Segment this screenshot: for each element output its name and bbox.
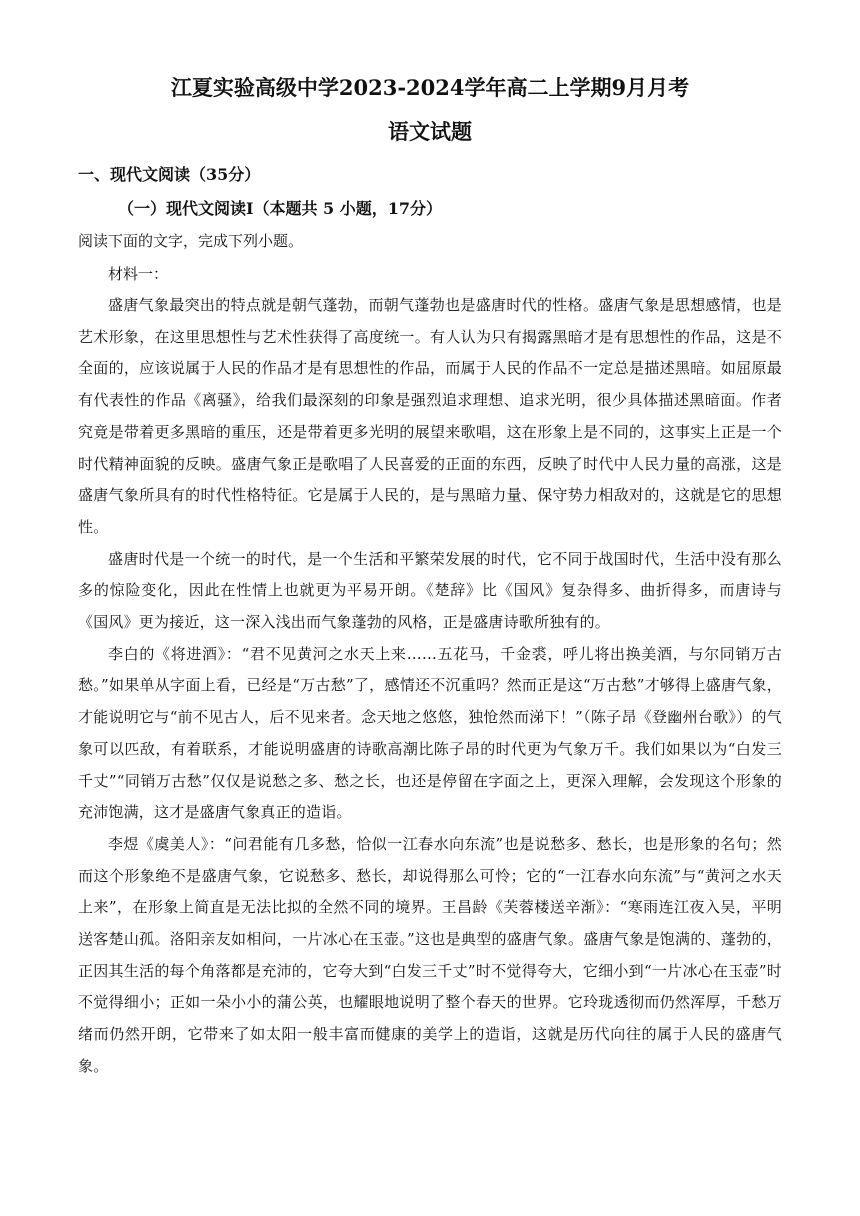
paragraph-2: 盛唐时代是一个统一的时代，是一个生活和平繁荣发展的时代，它不同于战国时代，生活中没有那么多的惊险变化，因此在性情上也就更为平易开朗。《楚辞》比《国风》复杂得多、曲折得多，而唐诗与《国风》更为接近，这一深入浅出而气象蓬勃的风格，正是盛唐诗歌所独有的。 xyxy=(78,549,782,632)
exam-title: 江夏实验高级中学2023-2024学年高二上学期9月月考 xyxy=(170,75,690,100)
paragraph-1: 盛唐气象最突出的特点就是朝气蓬勃，而朝气蓬勃也是盛唐时代的性格。盛唐气象是思想感情，也是艺术形象，在这里思想性与艺术性获得了高度统一。有人认为只有揭露黑暗才是有思想性的作品，这是不全面的，应该说属于人民的作品才是有思想性的作品，而属于人民的作品不一定总是描述黑暗。如屈原最有代表性的作品《离骚》，给我们最深刻的印象是强烈追求理想、追求光明，很少具体描述黑暗面。作者究竟是带着更多黑暗的重压，还是带着更多光明的展望来歌唱，这在形象上是不同的，这事实上正是一个时代精神面貌的反映。盛唐气象正是歌唱了人民喜爱的正面的东西，反映了时代中人民力量的高涨，这是盛唐气象所具有的时代性格特征。它是属于人民的，是与黑暗力量、保守势力相敌对的，这就是它的思想性。 xyxy=(78,296,782,536)
subsection-heading-reading-1: （一）现代文阅读Ⅰ（本题共 5 小题，17分） xyxy=(118,199,443,218)
section-heading-modern-reading: 一、现代文阅读（35分） xyxy=(78,165,261,184)
reading-instruction: 阅读下面的文字，完成下列小题。 xyxy=(78,232,304,250)
paragraph-4: 李煜《虞美人》：“问君能有几多愁，恰似一江春水向东流”也是说愁多、愁长，也是形象的名句；然而这个形象绝不是盛唐气象，它说愁多、愁长，却说得那么可怜；它的“一江春水向东流”与“黄河之水天上来”，在形象上简直是无法比拟的全然不同的境界。王昌龄《芙蓉楼送辛渐》：“寒雨连江夜入吴，平明送客楚山孤。洛阳亲友如相问，一片冰心在玉壶。”这也是典型的盛唐气象。盛唐气象是饱满的、蓬勃的，正因其生活的每个角落都是充沛的，它夸大到“白发三千丈”时不觉得夸大，它细小到“一片冰心在玉壶”时不觉得细小；正如一朵小小的蒲公英，也耀眼地说明了整个春天的世界。它玲珑透彻而仍然浑厚，千愁万绪而仍然开朗，它带来了如太阳一般丰富而健康的美学上的造诣，这就是历代向往的属于人民的盛唐气象。 xyxy=(78,834,782,1075)
exam-subtitle: 语文试题 xyxy=(388,119,472,144)
material-label: 材料一： xyxy=(108,265,169,283)
paragraph-3: 李白的《将进酒》：“君不见黄河之水天上来……五花马，千金裘，呼儿将出换美酒，与尔同销万古愁。”如果单从字面上看，已经是“万古愁”了，感情还不沉重吗？然而正是这“万古愁”才够得上盛唐气象，才能说明它与“前不见古人，后不见来者。念天地之悠悠，独怆然而涕下！”（陈子昂《登幽州台歌》）的气象可以匹敌，有着联系，才能说明盛唐的诗歌高潮比陈子昂的时代更为气象万千。我们如果以为“白发三千丈”“同销万古愁”仅仅是说愁之多、愁之长，也还是停留在字面之上，更深入理解，会发现这个形象的充沛饱满，这才是盛唐气象真正的造诣。 xyxy=(78,644,782,822)
